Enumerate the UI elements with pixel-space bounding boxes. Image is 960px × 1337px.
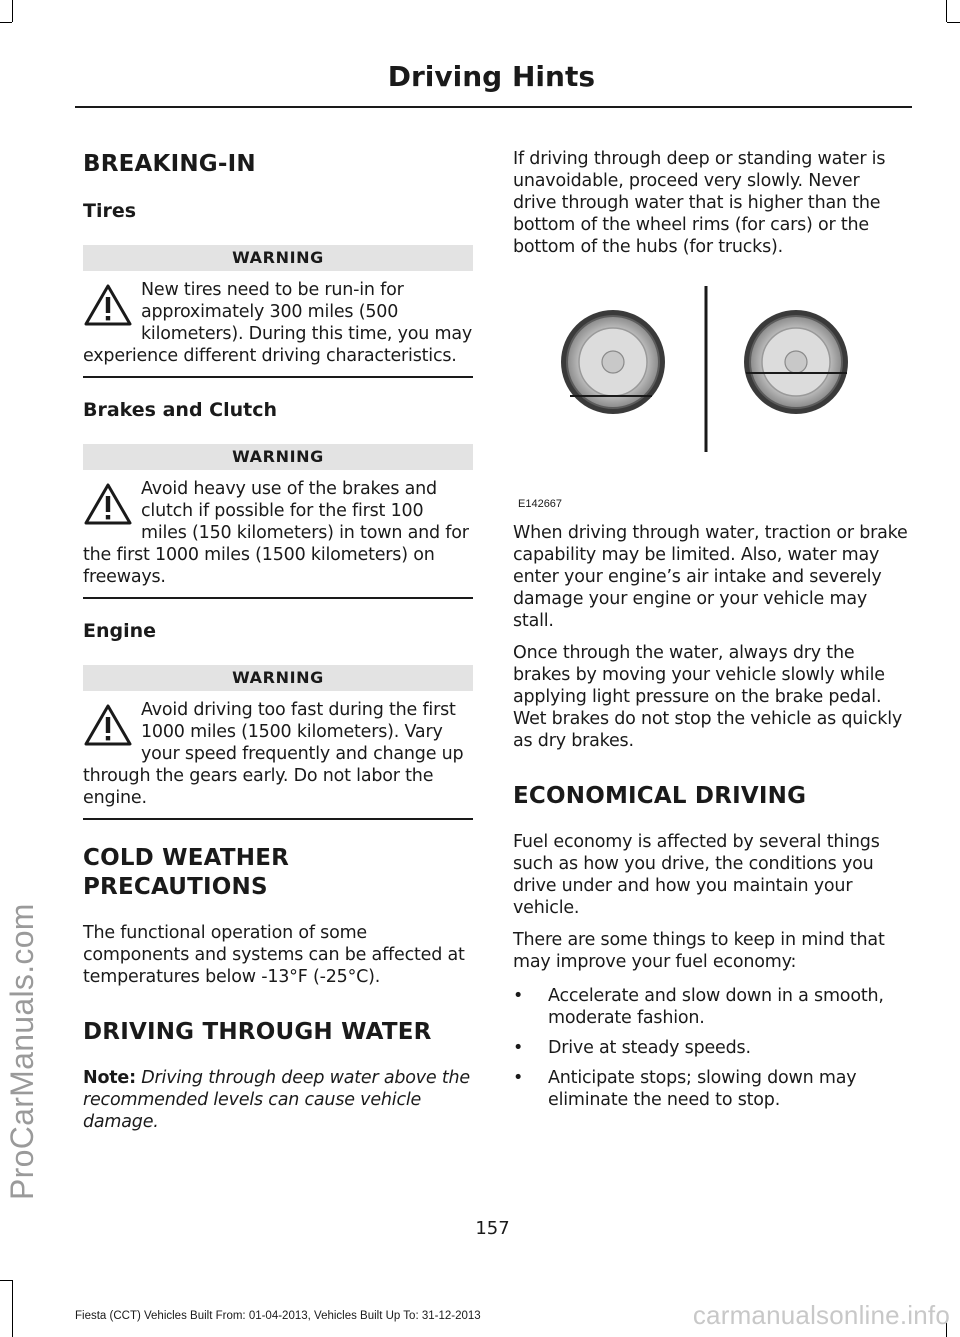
- fuel-tips-intro: There are some things to keep in mind that may improve your fuel economy:: [513, 930, 885, 972]
- warning-body: [83, 279, 473, 378]
- list-item: • Drive at steady speeds.: [513, 1037, 908, 1059]
- figure-code: E142667: [518, 498, 563, 510]
- cold-weather-paragraph: The functional operation of some components and systems can be affected at temperatures below -13°F (-25°C).: [83, 923, 465, 987]
- section-title-line: COLD WEATHER: [83, 845, 290, 871]
- subsection-title-tires: Tires: [83, 200, 137, 222]
- warning-box-engine: [83, 665, 473, 820]
- warning-text: New tires need to be run-in for approximately 300 miles (500 kilometers). During this time, you may experience different driving characteristics.: [83, 280, 473, 366]
- wheel-illustration: [513, 280, 908, 510]
- traction-paragraph: When driving through water, traction or brake capability may be limited. Also, water may enter your engine’s air intake and severely damage your engine or your vehicle may stall.: [513, 523, 908, 631]
- warning-triangle-icon: [83, 482, 133, 526]
- warning-heading: WARNING: [83, 444, 473, 470]
- crop-mark: [946, 0, 947, 22]
- right-column: [513, 148, 908, 1119]
- warning-body: [83, 478, 473, 599]
- warning-body: [83, 699, 473, 820]
- crop-mark: [0, 22, 12, 23]
- warning-box-brakes: [83, 444, 473, 599]
- header-rule: [75, 106, 912, 108]
- note-paragraph: [83, 1067, 473, 1133]
- dry-brakes-paragraph: Once through the water, always dry the brakes by moving your vehicle slowly while applying light pressure on the brake pedal. Wet brakes do not stop the vehicle as quickly as dry brakes.: [513, 643, 903, 751]
- note-label: Note:: [83, 1068, 136, 1088]
- footer-watermark: carmanualsonline.info: [692, 1300, 950, 1330]
- warning-box-tires: [83, 245, 473, 378]
- section-title-breaking-in: BREAKING-IN: [83, 151, 256, 177]
- wheel-right: [744, 310, 848, 414]
- crop-mark: [12, 1280, 13, 1337]
- section-title-cold-weather: [83, 844, 473, 902]
- water-depth-paragraph: If driving through deep or standing water is unavoidable, proceed very slowly. Never drive through water that is higher than the bottom of the wheel rims (for cars) or the bottom of the hubs (for trucks).: [513, 149, 886, 257]
- warning-text: Avoid driving too fast during the first 1000 miles (1500 kilometers). Vary your speed frequently and change up through the gears early. Do not labor the engine.: [83, 700, 464, 808]
- wheel-water-level-figure: [513, 280, 908, 510]
- fuel-economy-paragraph: Fuel economy is affected by several things such as how you drive, the conditions you drive under and how you maintain your vehicle.: [513, 832, 880, 918]
- fuel-tips-list: [513, 985, 908, 1111]
- note-text: Driving through deep water above the recommended levels can cause vehicle damage.: [83, 1068, 470, 1132]
- crop-mark: [12, 0, 13, 22]
- crop-mark: [947, 22, 960, 23]
- warning-triangle-icon: [83, 703, 133, 747]
- subsection-title-engine: Engine: [83, 620, 157, 642]
- side-watermark: ProCarManuals.com: [4, 903, 40, 1200]
- warning-triangle-icon: [83, 283, 133, 327]
- list-item: • Accelerate and slow down in a smooth, moderate fashion.: [513, 985, 908, 1029]
- page-number: 157: [475, 1218, 510, 1239]
- warning-heading: WARNING: [83, 665, 473, 691]
- left-column: [83, 150, 473, 1133]
- crop-mark: [0, 1280, 12, 1281]
- list-item: • Anticipate stops; slowing down may eliminate the need to stop.: [513, 1067, 908, 1111]
- section-title-economical-driving: ECONOMICAL DRIVING: [513, 783, 807, 809]
- warning-text: Avoid heavy use of the brakes and clutch if possible for the first 100 miles (150 kilometers) in town and for the first 1000 miles (1500 kilometers) on freeways.: [83, 479, 469, 587]
- footer-vehicle-text: Fiesta (CCT) Vehicles Built From: 01-04-2013, Vehicles Built Up To: 31-12-2013: [75, 1310, 481, 1322]
- section-title-driving-through-water: DRIVING THROUGH WATER: [83, 1019, 432, 1045]
- page-header-title: Driving Hints: [387, 60, 595, 93]
- section-title-line: PRECAUTIONS: [83, 874, 268, 900]
- subsection-title-brakes-clutch: Brakes and Clutch: [83, 399, 278, 421]
- warning-heading: WARNING: [83, 245, 473, 271]
- wheel-left: [561, 310, 665, 414]
